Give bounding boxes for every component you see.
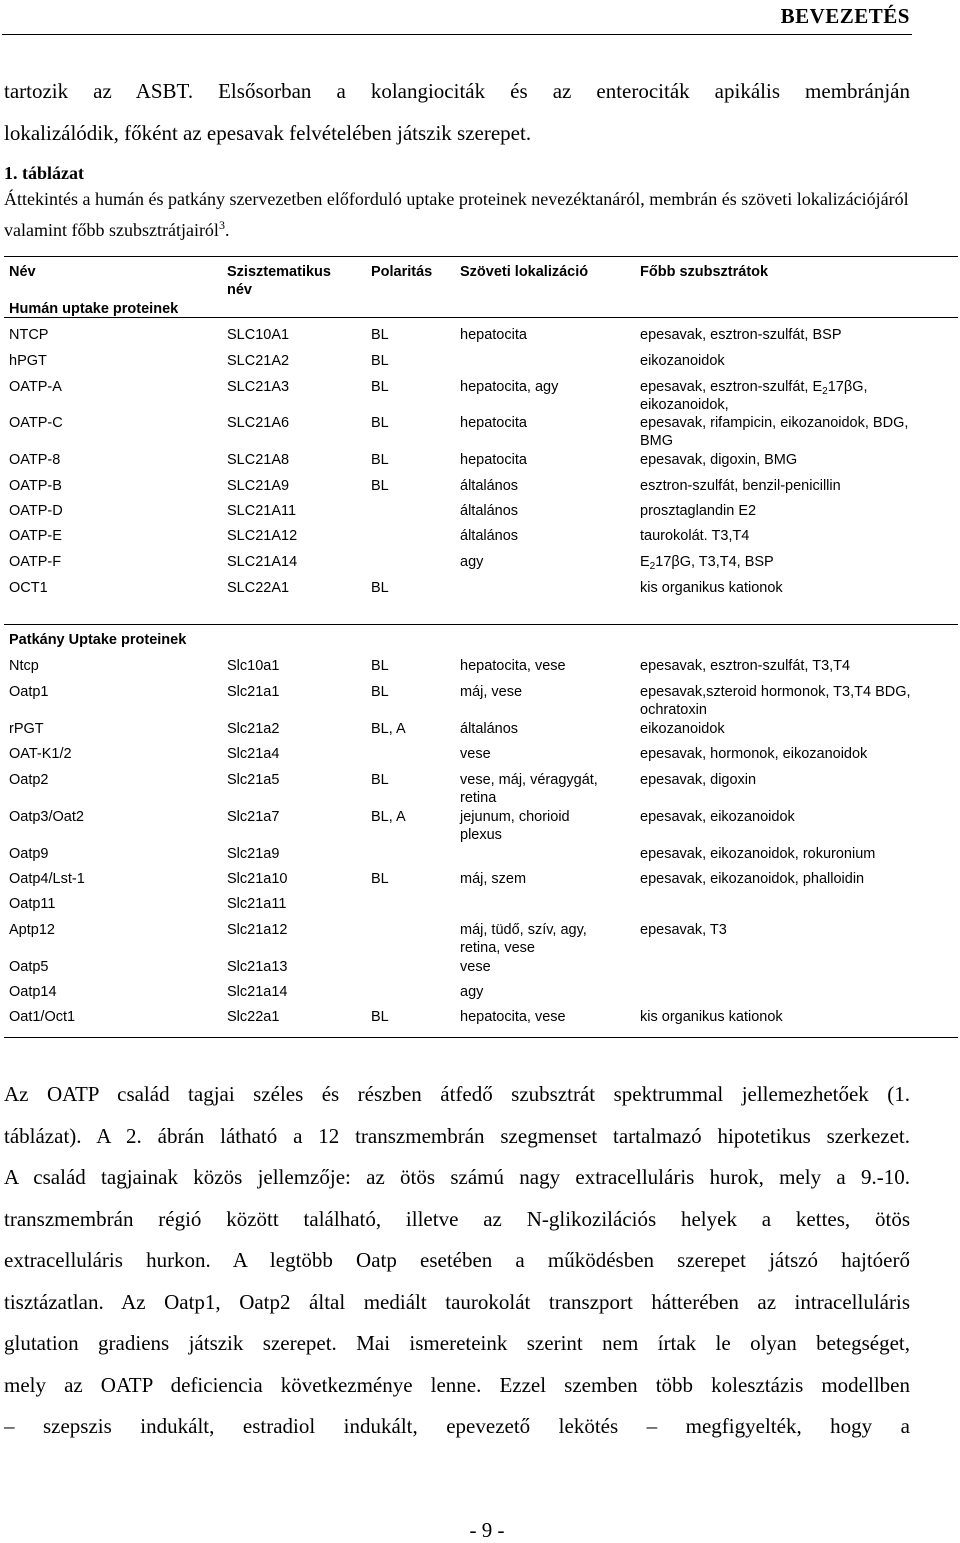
- body-line: Az OATP család tagjai széles és részben átfedő szubsztrát spektrummal jellemezhetőek (1.: [4, 1082, 910, 1106]
- human-row-polarity: BL: [371, 327, 389, 343]
- subscript: 2: [649, 561, 656, 572]
- rat-row-tissue: máj, szem: [460, 871, 527, 887]
- rat-row-name: Ntcp: [9, 658, 39, 674]
- human-row-tissue: általános: [460, 503, 519, 519]
- human-row-name: OATP-A: [9, 379, 62, 395]
- rat-row-name: Oatp1: [9, 684, 49, 700]
- rat-row-name: Oatp5: [9, 959, 49, 975]
- rat-row-name: Oatp9: [9, 846, 49, 862]
- header-tissue: Szöveti lokalizáció: [460, 264, 589, 280]
- rat-row-tissue: általános: [460, 721, 519, 737]
- human-row-substrates: epesavak, digoxin, BMG: [640, 452, 798, 468]
- rat-row-substrates: epesavak, eikozanoidok, phalloidin: [640, 871, 865, 887]
- header-system-name: Szisztematikus név: [227, 264, 331, 298]
- substrate-text: 17βG, T3,T4, BSP: [655, 554, 774, 570]
- human-row-tissue: hepatocita: [460, 327, 527, 343]
- chapter-title: BEVEZETÉS: [780, 4, 910, 28]
- human-row-sysname: SLC21A14: [227, 554, 298, 570]
- body-line: extracelluláris hurkon. A legtöbb Oatp esetében a működésben szerepet játszó hajtóerő: [4, 1248, 910, 1272]
- human-row-name: hPGT: [9, 353, 47, 369]
- human-row-name: OATP-D: [9, 503, 63, 519]
- rat-row-tissue: máj, tüdő, szív, agy,: [460, 922, 587, 938]
- human-row-tissue: általános: [460, 528, 519, 544]
- human-row-sysname: SLC21A6: [227, 415, 290, 431]
- rat-row-substrates-line2: ochratoxin: [640, 702, 707, 718]
- body-line: A család tagjainak közös jellemzője: az ötös számú nagy extracelluláris hurok, mely a 9.-10.: [4, 1165, 910, 1189]
- rat-row-sysname: Slc21a12: [227, 922, 288, 938]
- section-rat: Patkány Uptake proteinek: [9, 632, 187, 648]
- rat-row-name: Oatp2: [9, 772, 49, 788]
- rat-row-tissue: vese: [460, 746, 491, 762]
- header-substrates: Főbb szubsztrátok: [640, 264, 769, 280]
- rat-row-tissue: máj, vese: [460, 684, 523, 700]
- body-line: – szepszis indukált, estradiol indukált, epevezető lekötés – megfigyelték, hogy a: [4, 1414, 910, 1438]
- human-row-polarity: BL: [371, 452, 389, 468]
- human-row-tissue: hepatocita: [460, 452, 527, 468]
- rat-row-tissue-line2: retina, vese: [460, 940, 535, 956]
- body-line: mely az OATP deficiencia következménye lenne. Ezzel szemben több kolesztázis modellben: [4, 1372, 910, 1397]
- rat-row-substrates: epesavak, esztron-szulfát, T3,T4: [640, 658, 851, 674]
- caption-end: .: [224, 220, 230, 240]
- substrate-text: 17βG,: [827, 379, 868, 395]
- table-caption: [4, 160, 914, 243]
- human-row-polarity: BL: [371, 379, 389, 395]
- body-line: transzmembrán régió között található, illetve az N-glikozilációs helyek a kettes, ötös: [4, 1206, 910, 1231]
- human-row-tissue: hepatocita, agy: [460, 379, 559, 395]
- rat-row-sysname: Slc21a10: [227, 871, 288, 887]
- body-line: tisztázatlan. Az Oatp1, Oatp2 által mediált taurokolát transzport hátterében az intracelluláris: [4, 1289, 910, 1314]
- rat-row-polarity: BL, A: [371, 809, 406, 825]
- rat-row-tissue: vese: [460, 959, 491, 975]
- human-row-tissue: agy: [460, 554, 484, 570]
- substrate-text: epesavak, esztron-szulfát, E: [640, 379, 823, 395]
- human-row-polarity: BL: [371, 353, 389, 369]
- human-row-sysname: SLC10A1: [227, 327, 290, 343]
- rat-row-sysname: Slc21a4: [227, 746, 280, 762]
- human-row-sysname: SLC21A8: [227, 452, 290, 468]
- human-row-sysname: SLC21A3: [227, 379, 290, 395]
- human-row-substrates-line2: eikozanoidok,: [640, 397, 729, 413]
- human-row-substrates: [640, 553, 774, 573]
- rat-row-substrates: eikozanoidok: [640, 721, 725, 737]
- rat-row-name: rPGT: [9, 721, 44, 737]
- rat-row-sysname: Slc21a1: [227, 684, 280, 700]
- rat-row-name: Oatp4/Lst-1: [9, 871, 85, 887]
- rat-row-substrates: kis organikus kationok: [640, 1009, 783, 1025]
- rat-row-name: Aptp12: [9, 922, 55, 938]
- subscript: 2: [822, 386, 828, 397]
- rat-row-tissue: hepatocita, vese: [460, 658, 566, 674]
- header-name: Név: [9, 264, 36, 280]
- table-caption-text: [4, 186, 914, 243]
- human-row-sysname: SLC21A9: [227, 478, 290, 494]
- rat-row-sysname: Slc21a14: [227, 984, 288, 1000]
- human-row-polarity: BL: [371, 415, 389, 431]
- rat-row-sysname: Slc21a5: [227, 772, 280, 788]
- rat-row-polarity: BL, A: [371, 721, 406, 737]
- human-row-tissue: általános: [460, 478, 519, 494]
- rat-row-sysname: Slc21a11: [227, 896, 287, 912]
- human-row-substrates: epesavak, esztron-szulfát, BSP: [640, 327, 842, 343]
- rat-row-tissue-line2: retina: [460, 790, 497, 806]
- rat-row-sysname: Slc10a1: [227, 658, 280, 674]
- section-human: Humán uptake proteinek: [9, 301, 179, 317]
- rat-row-tissue: jejunum, chorioid: [460, 809, 570, 825]
- rat-row-polarity: BL: [371, 658, 389, 674]
- human-row-name: OATP-C: [9, 415, 63, 431]
- body-line: glutation gradiens játszik szerepet. Mai ismereteink szerint nem írtak le olyan betegséget,: [4, 1331, 910, 1355]
- human-row-substrates-line2: BMG: [640, 433, 674, 449]
- table-section-divider: [4, 624, 958, 625]
- header-divider: [2, 34, 912, 35]
- human-row-substrates: epesavak, rifampicin, eikozanoidok, BDG,: [640, 415, 909, 431]
- human-row-name: OATP-8: [9, 452, 61, 468]
- intro-paragraph: [4, 70, 910, 154]
- rat-row-substrates: epesavak, hormonok, eikozanoidok: [640, 746, 868, 762]
- rat-row-tissue: agy: [460, 984, 484, 1000]
- human-row-name: OCT1: [9, 580, 48, 596]
- rat-row-sysname: Slc21a9: [227, 846, 280, 862]
- rat-row-polarity: BL: [371, 772, 389, 788]
- human-row-substrates: prosztaglandin E2: [640, 503, 757, 519]
- rat-row-substrates: epesavak, T3: [640, 922, 727, 938]
- rat-row-sysname: Slc22a1: [227, 1009, 280, 1025]
- rat-row-tissue-line2: plexus: [460, 827, 502, 843]
- human-row-substrates: kis organikus kationok: [640, 580, 783, 596]
- intro-line: lokalizálódik, főként az epesavak felvételében játszik szerepet.: [4, 121, 532, 145]
- header-polarity: Polaritás: [371, 264, 433, 280]
- rat-row-sysname: Slc21a2: [227, 721, 280, 737]
- rat-row-substrates: epesavak, eikozanoidok: [640, 809, 795, 825]
- human-row-substrates: taurokolát. T3,T4: [640, 528, 750, 544]
- body-line: táblázat). A 2. ábrán látható a 12 transzmembrán szegmenset tartalmazó hipotetikus szerkezet.: [4, 1123, 910, 1148]
- human-row-sysname: SLC22A1: [227, 580, 290, 596]
- human-row-sysname: SLC21A11: [227, 503, 297, 519]
- intro-line: tartozik az ASBT. Elsősorban a kolangiociták és az enterociták apikális membránján: [4, 79, 910, 103]
- human-row-name: NTCP: [9, 327, 49, 343]
- rat-row-name: Oatp14: [9, 984, 57, 1000]
- rat-row-polarity: BL: [371, 684, 389, 700]
- human-row-tissue: hepatocita: [460, 415, 527, 431]
- human-row-name: OATP-B: [9, 478, 62, 494]
- rat-row-name: Oatp11: [9, 896, 56, 912]
- human-row-name: OATP-F: [9, 554, 62, 570]
- human-row-polarity: BL: [371, 580, 389, 596]
- substrate-text: E: [640, 554, 650, 570]
- rat-row-tissue: hepatocita, vese: [460, 1009, 566, 1025]
- rat-row-name: OAT-K1/2: [9, 746, 72, 762]
- human-row-substrates: [640, 378, 868, 398]
- human-row-sysname: SLC21A2: [227, 353, 290, 369]
- human-row-name: OATP-E: [9, 528, 62, 544]
- rat-row-name: Oatp3/Oat2: [9, 809, 84, 825]
- body-paragraph: [4, 1074, 910, 1448]
- rat-row-polarity: BL: [371, 1009, 389, 1025]
- page-number: - 9 -: [469, 1518, 505, 1542]
- caption-text: Áttekintés a humán és patkány szervezetben előforduló uptake proteinek nevezéktanáról, membrán és szöveti lokalizációjáról valamint főbb szubsztrátjairól: [4, 189, 909, 240]
- table-caption-title: 1. táblázat: [4, 163, 84, 183]
- caption-reference: 3: [218, 218, 225, 232]
- human-row-substrates: eikozanoidok: [640, 353, 725, 369]
- rat-row-tissue: vese, máj, véragygát,: [460, 772, 598, 788]
- human-row-sysname: SLC21A12: [227, 528, 298, 544]
- rat-row-polarity: BL: [371, 871, 389, 887]
- human-row-polarity: BL: [371, 478, 389, 494]
- rat-row-sysname: Slc21a13: [227, 959, 288, 975]
- human-row-substrates: esztron-szulfát, benzil-penicillin: [640, 478, 841, 494]
- rat-row-substrates: epesavak, eikozanoidok, rokuronium: [640, 846, 876, 862]
- rat-row-substrates: epesavak,szteroid hormonok, T3,T4 BDG,: [640, 684, 911, 700]
- rat-row-name: Oat1/Oct1: [9, 1009, 76, 1025]
- rat-row-substrates: epesavak, digoxin: [640, 772, 757, 788]
- rat-row-sysname: Slc21a7: [227, 809, 280, 825]
